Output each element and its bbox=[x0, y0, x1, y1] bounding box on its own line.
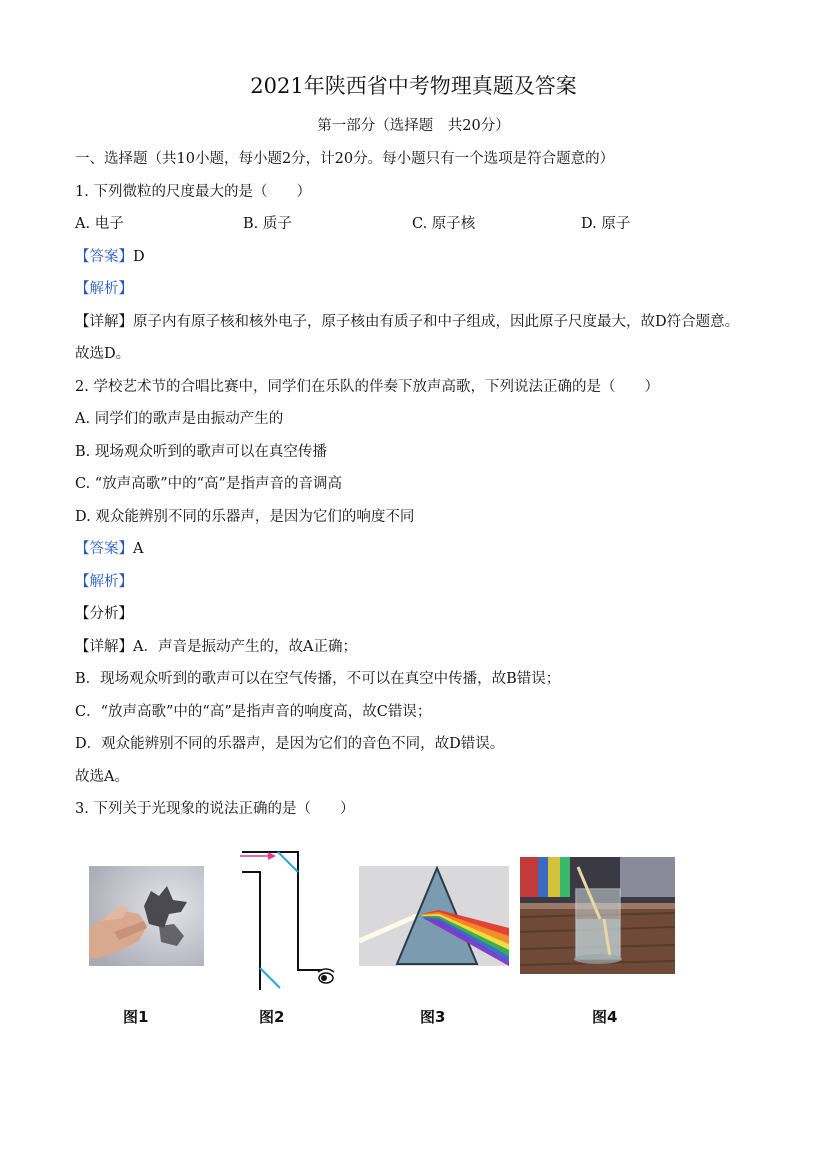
q1-answer bbox=[75, 245, 145, 266]
q3-stem: 3. 下列关于光现象的说法正确的是（ ） bbox=[75, 801, 355, 817]
figure1-label: 图1 bbox=[123, 1008, 149, 1026]
q2-answer bbox=[75, 537, 143, 558]
q1-option-c: C. 原子核 bbox=[412, 216, 476, 232]
q2-stem: 2. 学校艺术节的合唱比赛中，同学们在乐队的伴奏下放声高歌，下列说法正确的是（ ） bbox=[75, 379, 659, 395]
q2-detail-d: D．观众能辨别不同的乐器声，是因为它们的音色不同，故D错误。 bbox=[75, 736, 505, 752]
q2-detail-b: B．现场观众听到的歌声可以在空气传播，不可以在真空中传播，故B错误； bbox=[75, 671, 561, 687]
q2-answer-tag: 【答案】 bbox=[75, 541, 133, 557]
q1-option-b: B. 质子 bbox=[243, 216, 292, 232]
q2-analysis-tag: 【解析】 bbox=[75, 574, 133, 590]
q1-answer-tag: 【答案】 bbox=[75, 249, 133, 265]
q2-detail-c: C．“放声高歌”中的“高”是指声音的响度高，故C错误； bbox=[75, 704, 432, 720]
figure2-label: 图2 bbox=[259, 1008, 285, 1026]
q2-answer-value: A bbox=[133, 541, 144, 557]
page-title: 2021年陕西省中考物理真题及答案 bbox=[250, 74, 577, 98]
section-subtitle: 第一部分（选择题 共20分） bbox=[317, 118, 510, 134]
q1-analysis-tag: 【解析】 bbox=[75, 281, 133, 297]
q1-option-a: A. 电子 bbox=[75, 216, 124, 232]
q2-option-d: D. 观众能辨别不同的乐器声，是因为它们的响度不同 bbox=[75, 509, 415, 525]
q2-analysis2-tag: 【分析】 bbox=[75, 606, 133, 622]
q1-detail: 【详解】原子内有原子核和核外电子，原子核由有质子和中子组成，因此原子尺度最大，故D符合题意。 bbox=[75, 314, 740, 330]
section-intro: 一、选择题（共10小题，每小题2分，计20分。每小题只有一个选项是符合题意的） bbox=[75, 151, 615, 167]
figure2-periscope-diagram bbox=[238, 840, 338, 990]
q2-option-a: A. 同学们的歌声是由振动产生的 bbox=[75, 411, 284, 427]
q2-detail-a: 【详解】A．声音是振动产生的，故A正确； bbox=[75, 639, 357, 655]
figure3-prism-image bbox=[359, 866, 509, 966]
q1-stem: 1. 下列微粒的尺度最大的是（ ） bbox=[75, 184, 311, 200]
q2-option-b: B. 现场观众听到的歌声可以在真空传播 bbox=[75, 444, 327, 460]
q2-conclusion: 故选A。 bbox=[75, 769, 129, 785]
figure4-label: 图4 bbox=[592, 1008, 618, 1026]
q1-answer-value: D bbox=[133, 249, 145, 265]
figure3-label: 图3 bbox=[420, 1008, 446, 1026]
q1-conclusion: 故选D。 bbox=[75, 346, 131, 362]
figure4-straw-in-glass-image bbox=[520, 857, 675, 974]
q1-option-d: D. 原子 bbox=[581, 216, 631, 232]
q2-option-c: C. “放声高歌”中的“高”是指声音的音调高 bbox=[75, 476, 342, 492]
figure1-hand-shadow-image bbox=[89, 866, 204, 966]
